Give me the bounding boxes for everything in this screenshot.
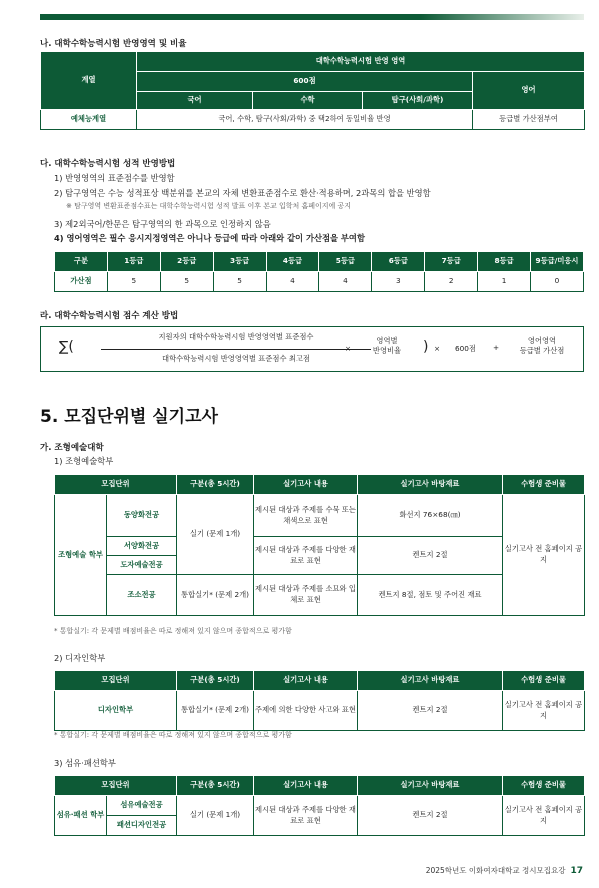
english-grade-table [54, 251, 584, 292]
th-type: 구분(총 5시간) [177, 475, 254, 495]
th-unit-2: 모집단위 [55, 671, 177, 691]
material-2: 켄트지 2절 [358, 537, 503, 575]
th-content-3: 실기고사 내용 [254, 776, 358, 796]
th-unit-3: 모집단위 [55, 776, 177, 796]
grade-value-8: 1 [478, 272, 531, 292]
grade-value-3: 5 [213, 272, 266, 292]
da-line-1: 1) 반영영역의 표준점수를 반영함 [54, 173, 175, 183]
section-title-na: 나. 대학수학능력시험 반영영역 및 비율 [40, 39, 187, 49]
sub-title-1: 1) 조형예술학부 [54, 456, 114, 466]
formula-times-1: × [345, 344, 352, 353]
dept-design: 디자인학부 [55, 691, 177, 731]
formula-close-paren: ) [423, 339, 429, 355]
section-title-da: 다. 대학수학능력시험 성적 반영방법 [40, 159, 176, 169]
textile-prep: 실기고사 전 홈페이지 공지 [503, 796, 585, 836]
textile-material: 켄트지 2절 [358, 796, 503, 836]
content-2: 제시된 대상과 주제를 다양한 재료로 표현 [254, 537, 358, 575]
footer-text: 2025학년도 이화여자대학교 정시모집요강 [425, 866, 566, 875]
design-prep: 실기고사 전 홈페이지 공지 [503, 691, 585, 731]
th-inquiry: 탐구(사회/과학) [363, 92, 473, 110]
page-number: 17 [570, 866, 583, 876]
th-600: 600점 [137, 72, 473, 92]
grade-value-4: 4 [266, 272, 319, 292]
page-footer [426, 865, 583, 876]
th-prep-2: 수험생 준비물 [503, 671, 585, 691]
th-prep: 수험생 준비물 [503, 475, 585, 495]
major-ceramic-art: 도자예술전공 [107, 556, 177, 575]
formula-english-line1: 영어영역 [527, 336, 557, 345]
formula-english-line2: 등급별 가산점 [519, 346, 565, 356]
design-material: 켄트지 2절 [358, 691, 503, 731]
type-practical: 실기 (문제 1개) [177, 495, 254, 575]
formula-denominator: 대학수학능력시험 반영영역별 표준점수 최고점 [162, 354, 310, 363]
grade-th-4: 4등급 [266, 252, 319, 272]
top-accent-bar [40, 14, 584, 20]
formula-plus: + [493, 343, 500, 352]
grade-value-7: 2 [425, 272, 478, 292]
da-line-3: 3) 제2외국어/한문은 탐구영역의 한 과목으로 인정하지 않음 [54, 219, 271, 229]
major-textile-art: 섬유예술전공 [107, 796, 177, 816]
content-1: 제시된 대상과 주제를 수묵 또는 채색으로 표현 [254, 495, 358, 537]
formula-english [507, 336, 577, 356]
row-track: 예체능계열 [41, 110, 137, 130]
grade-th-8: 8등급 [478, 252, 531, 272]
major-oriental-painting: 동양화전공 [107, 495, 177, 537]
formula-numerator: 지원자의 대학수학능력시험 반영영역별 표준점수 [158, 332, 314, 341]
formula-ratio [367, 336, 407, 356]
grade-th-9: 9등급/미응시 [531, 252, 584, 272]
note-1: * 통합실기: 각 문제별 배점비율은 따로 정해져 있지 않으며 종합적으로 평가함 [54, 627, 292, 635]
major-sculpture: 조소전공 [107, 575, 177, 616]
da-line-2-note: ※ 탐구영역 변환표준점수표는 대학수학능력시험 성적 발표 이후 본교 입학처 홈페이지에 공지 [66, 202, 352, 210]
type-integrated: 통합실기* (문제 2개) [177, 575, 254, 616]
grade-th-label: 구분 [55, 252, 108, 272]
fine-arts-table [54, 474, 585, 616]
grade-th-7: 7등급 [425, 252, 478, 272]
th-prep-3: 수험생 준비물 [503, 776, 585, 796]
fraction-line [101, 349, 371, 350]
th-type-3: 구분(총 5시간) [177, 776, 254, 796]
row-desc: 국어, 수학, 탐구(사회/과학) 중 택2하여 동일비율 반영 [137, 110, 473, 130]
note-2: * 통합실기: 각 문제별 배점비율은 따로 정해져 있지 않으며 종합적으로 평가함 [54, 731, 292, 739]
material-3: 켄트지 8절, 점토 및 주어진 재료 [358, 575, 503, 616]
th-material: 실기고사 바탕재료 [358, 475, 503, 495]
major-western-painting: 서양화전공 [107, 537, 177, 556]
th-math: 수학 [253, 92, 363, 110]
textile-fashion-table [54, 775, 585, 836]
textile-content: 제시된 대상과 주제를 다양한 재료로 표현 [254, 796, 358, 836]
prep-1: 실기고사 전 홈페이지 공지 [503, 495, 585, 616]
formula-times-2: × [434, 344, 441, 353]
grade-value-9: 0 [531, 272, 584, 292]
th-type-2: 구분(총 5시간) [177, 671, 254, 691]
design-content: 주제에 의한 다양한 사고와 표현 [254, 691, 358, 731]
grade-value-6: 3 [372, 272, 425, 292]
college-title: 가. 조형예술대학 [40, 443, 104, 453]
design-type: 통합실기* (문제 2개) [177, 691, 254, 731]
grade-th-3: 3등급 [213, 252, 266, 272]
th-korean: 국어 [137, 92, 253, 110]
grade-th-2: 2등급 [160, 252, 213, 272]
grade-value-2: 5 [160, 272, 213, 292]
dept-fine-arts: 조형예술 학부 [55, 495, 107, 616]
grade-th-1: 1등급 [107, 252, 160, 272]
grade-th-5: 5등급 [319, 252, 372, 272]
grade-th-6: 6등급 [372, 252, 425, 272]
da-line-2: 2) 탐구영역은 수능 성적표상 백분위를 본교의 자체 변환표준점수로 환산·적용하며, 2과목의 합을 반영함 [54, 188, 431, 198]
th-english: 영어 [473, 72, 585, 110]
formula-points: 600점 [455, 344, 476, 353]
score-formula-box [40, 326, 584, 372]
th-csat: 대학수학능력시험 반영 영역 [137, 52, 585, 72]
grade-value-1: 5 [107, 272, 160, 292]
grade-row-label: 가산점 [55, 272, 108, 292]
formula-sigma: ∑( [59, 339, 74, 355]
textile-type: 실기 (문제 1개) [177, 796, 254, 836]
section-5-title: 5. 모집단위별 실기고사 [40, 407, 218, 427]
th-material-2: 실기고사 바탕재료 [358, 671, 503, 691]
section-title-ra: 라. 대학수학능력시험 점수 계산 방법 [40, 311, 179, 321]
th-content-2: 실기고사 내용 [254, 671, 358, 691]
th-unit: 모집단위 [55, 475, 177, 495]
dept-textile-fashion: 섬유·패션 학부 [55, 796, 107, 836]
design-table [54, 670, 585, 731]
da-line-4: 4) 영어영역은 필수 응시지정영역은 아니나 등급에 따라 아래와 같이 가산점을 부여함 [54, 233, 365, 243]
material-1: 화선지 76×68(㎝) [358, 495, 503, 537]
grade-value-5: 4 [319, 272, 372, 292]
th-track: 계열 [41, 52, 137, 110]
major-fashion-design: 패션디자인전공 [107, 816, 177, 836]
row-english: 등급별 가산점부여 [473, 110, 585, 130]
formula-ratio-line2: 반영비율 [372, 346, 402, 356]
sub-title-3: 3) 섬유·패션학부 [54, 758, 116, 768]
content-3: 제시된 대상과 주제를 소묘와 입체로 표현 [254, 575, 358, 616]
th-content: 실기고사 내용 [254, 475, 358, 495]
th-material-3: 실기고사 바탕재료 [358, 776, 503, 796]
csat-areas-table [40, 51, 585, 130]
sub-title-2: 2) 디자인학부 [54, 653, 106, 663]
formula-ratio-line1: 영역별 [376, 336, 398, 345]
